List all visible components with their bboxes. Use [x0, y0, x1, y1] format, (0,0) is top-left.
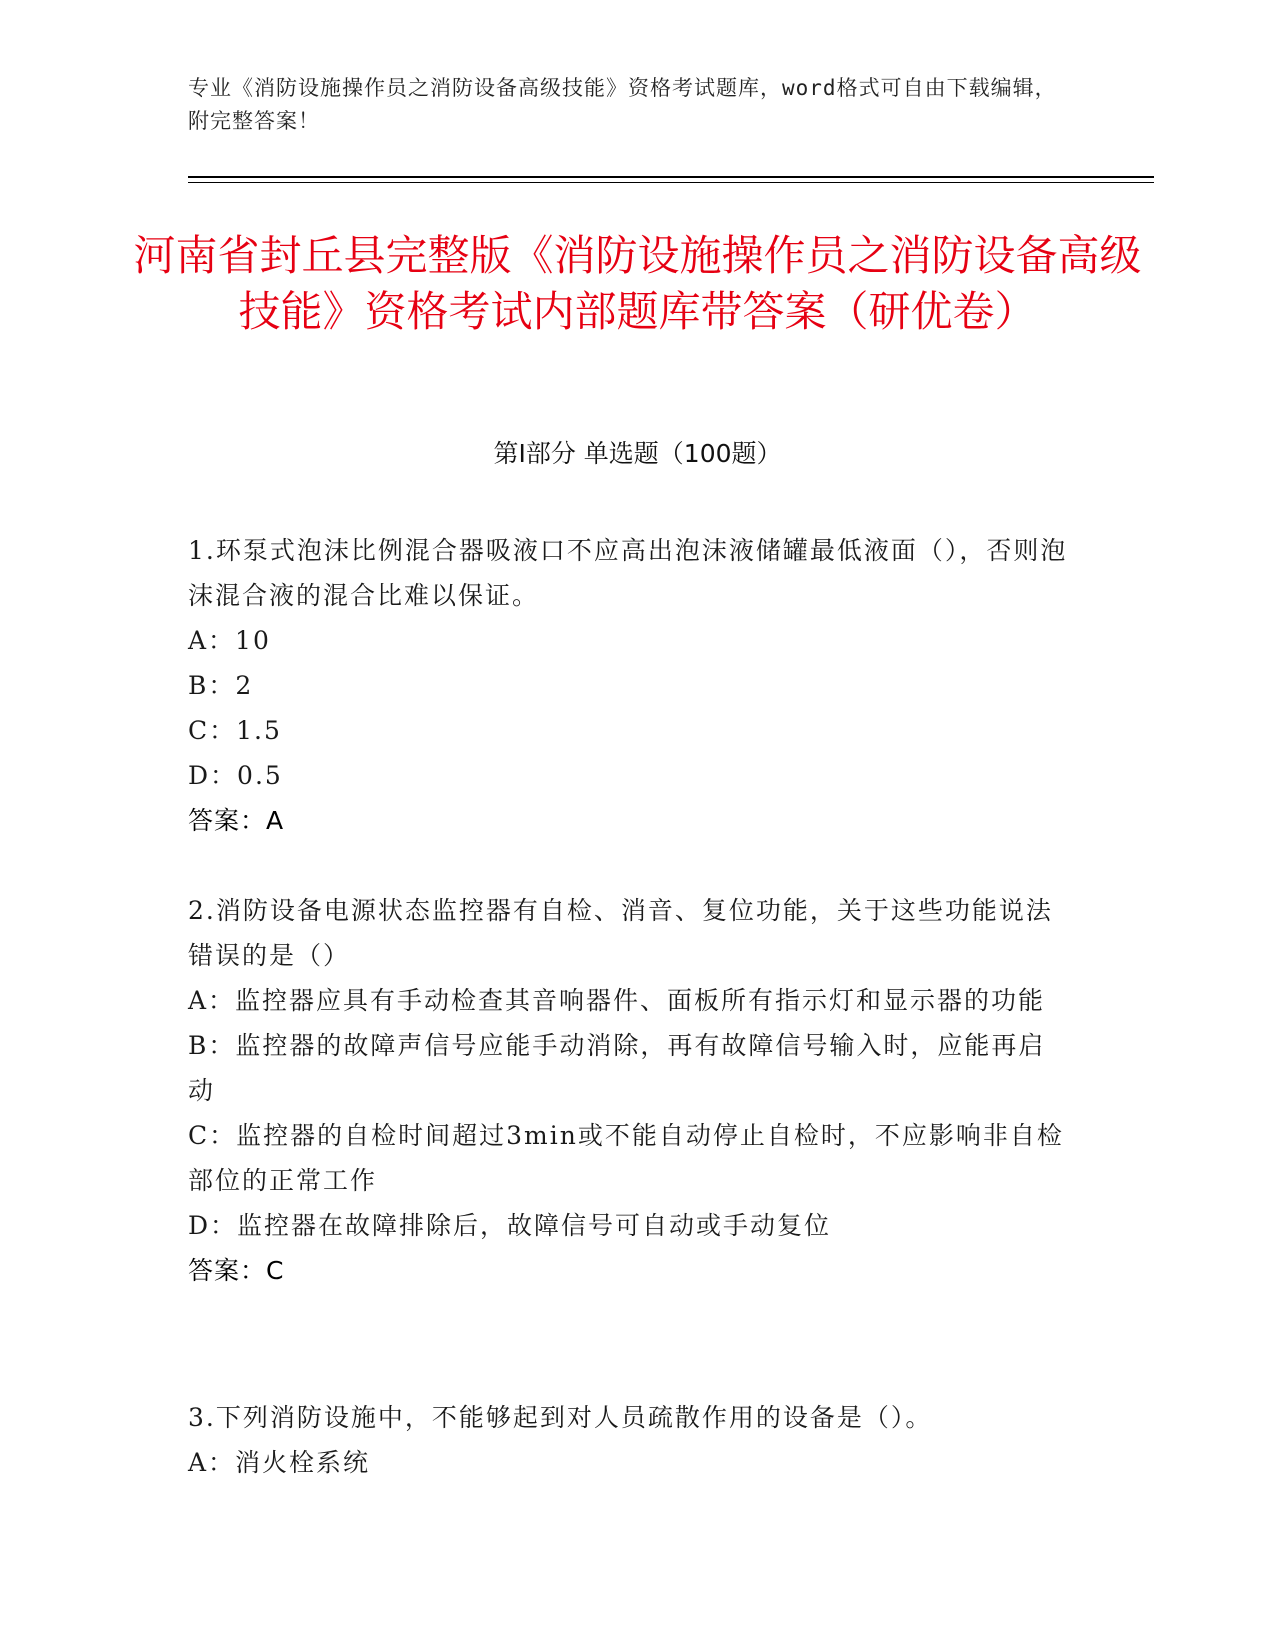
question-1 [188, 528, 1068, 843]
question-stem: 3.下列消防设施中，不能够起到对人员疏散作用的设备是（）。 [188, 1403, 933, 1432]
option-a: A：消火栓系统 [188, 1448, 371, 1477]
header-rule-thin [188, 182, 1154, 183]
option-a: A：10 [188, 626, 271, 655]
question-stem: 1.环泵式泡沫比例混合器吸液口不应高出泡沫液储罐最低液面（），否则泡沫混合液的混合比难以保证。 [188, 536, 1068, 610]
option-c: C：监控器的自检时间超过3min或不能自动停止自检时，不应影响非自检部位的正常工作 [188, 1121, 1064, 1195]
question-3 [188, 1395, 1068, 1485]
option-a: A：监控器应具有手动检查其音响器件、面板所有指示灯和显示器的功能 [188, 986, 1046, 1015]
option-b: B：2 [188, 671, 254, 700]
question-stem: 2.消防设备电源状态监控器有自检、消音、复位功能，关于这些功能说法错误的是（） [188, 896, 1053, 970]
answer-line: 答案：A [188, 806, 285, 835]
header-rule-thick [188, 176, 1154, 178]
question-2 [188, 888, 1068, 1293]
option-d: D：0.5 [188, 761, 283, 790]
document-title: 河南省封丘县完整版《消防设施操作员之消防设备高级技能》资格考试内部题库带答案（研优卷） [133, 231, 1142, 336]
header-note: 专业《消防设施操作员之消防设备高级技能》资格考试题库，word格式可自由下载编辑，附完整答案！ [188, 76, 1057, 133]
option-c: C：1.5 [188, 716, 282, 745]
section-heading: 第Ⅰ部分 单选题（100题） [493, 439, 782, 468]
answer-line: 答案：C [188, 1256, 285, 1285]
option-d: D：监控器在故障排除后，故障信号可自动或手动复位 [188, 1211, 832, 1240]
option-b: B：监控器的故障声信号应能手动消除，再有故障信号输入时，应能再启动 [188, 1031, 1046, 1105]
